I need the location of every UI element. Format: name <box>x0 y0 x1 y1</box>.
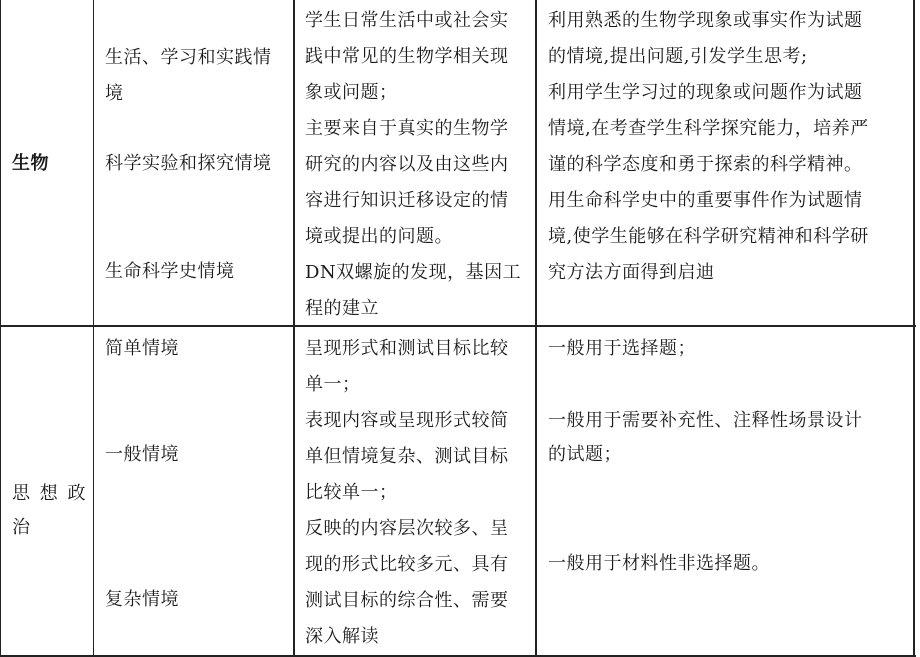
usage-line: 用生命科学史中的重要事件作为试题情 <box>548 190 863 211</box>
usage-line: 利用熟悉的生物学现象或事实作为试题 <box>548 10 863 31</box>
description-line: 单一； <box>305 374 361 395</box>
usage-line: 境,使学生能够在科学研究精神和科学研 <box>548 226 869 247</box>
description-line: 象或问题； <box>305 82 398 103</box>
table-border-left <box>0 0 1 657</box>
usage-line: 情境,在考查学生科学探究能力，培养严 <box>548 118 869 139</box>
description-line: 反映的内容层次较多、呈 <box>305 518 509 539</box>
description-line: 容进行知识迁移设定的情 <box>305 190 509 211</box>
row-divider <box>0 325 916 327</box>
subject-cell: 生物 <box>12 153 49 174</box>
description-line: DN双螺旋的发现，基因工 <box>305 262 522 283</box>
situation-line: 科学实验和探究情境 <box>105 153 272 174</box>
description-line: 践中常见的生物学相关现 <box>305 46 509 67</box>
description-line: 比较单一； <box>305 482 398 503</box>
description-line: 境或提出的问题。 <box>305 226 453 247</box>
situation-line: 复杂情境 <box>105 589 179 610</box>
situation-line: 一般情境 <box>105 444 179 465</box>
description-line: 研究的内容以及由这些内 <box>305 154 509 175</box>
subject-line: 治 <box>12 517 31 538</box>
column-divider <box>535 0 537 657</box>
situation-line: 生活、学习和实践情 <box>105 47 272 68</box>
description-line: 学生日常生活中或社会实 <box>305 10 509 31</box>
description-line: 程的建立 <box>305 298 379 319</box>
description-line: 现的形式比较多元、具有 <box>305 554 509 575</box>
usage-line: 的试题； <box>548 444 622 465</box>
usage-line: 一般用于选择题； <box>548 338 696 359</box>
description-line: 表现内容或呈现形式较简 <box>305 410 509 431</box>
usage-line: 谨的科学态度和勇于探索的科学精神。 <box>548 154 863 175</box>
usage-line: 一般用于需要补充性、注释性场景设计 <box>548 410 863 431</box>
description-line: 呈现形式和测试目标比较 <box>305 338 509 359</box>
usage-line: 一般用于材料性非选择题。 <box>548 553 770 574</box>
usage-line: 利用学生学习过的现象或问题作为试题 <box>548 82 863 103</box>
situation-line: 简单情境 <box>105 338 179 359</box>
description-line: 深入解读 <box>305 626 379 647</box>
description-line: 单但情境复杂、测试目标 <box>305 446 509 467</box>
subject-line: 思 想 政 <box>12 483 88 504</box>
description-line: 测试目标的综合性、需要 <box>305 590 509 611</box>
situation-line: 生命科学史情境 <box>105 261 235 282</box>
usage-line: 的情境,提出问题,引发学生思考; <box>548 46 808 67</box>
description-line: 主要来自于真实的生物学 <box>305 118 509 139</box>
table-border-right <box>913 0 915 657</box>
situation-line: 境 <box>105 83 124 104</box>
usage-line: 究方法方面得到启迪 <box>548 262 715 283</box>
column-divider <box>93 0 94 657</box>
column-divider <box>293 0 295 657</box>
